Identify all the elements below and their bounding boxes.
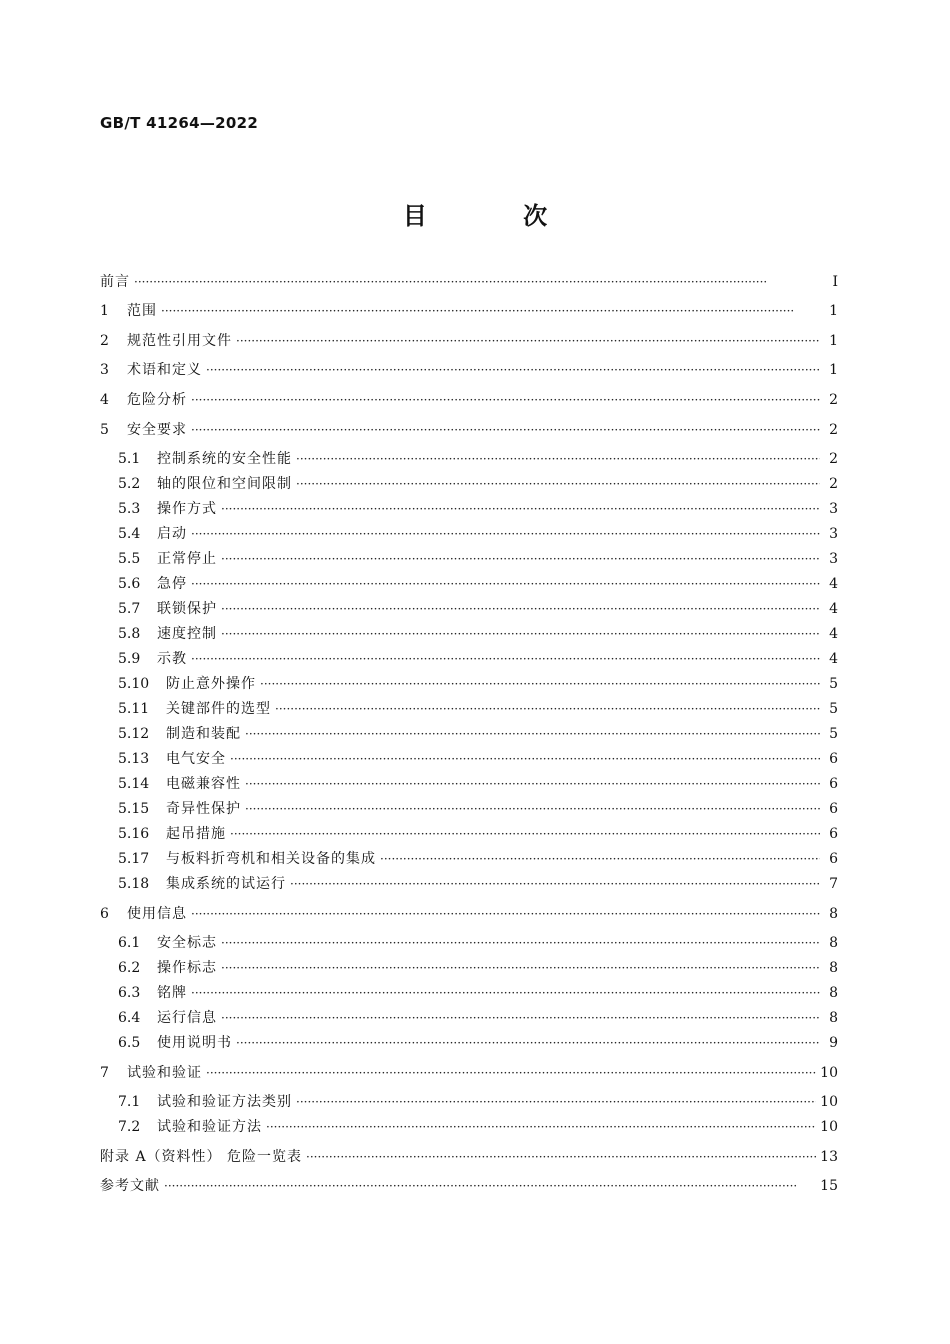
toc-entry-label: 危险分析 [127, 392, 187, 408]
toc-entry[interactable] [118, 874, 838, 894]
toc-entry-label: 示教 [157, 651, 187, 667]
toc-entry[interactable] [118, 649, 838, 669]
toc-entry-label: 前言 [100, 274, 130, 290]
toc-entry[interactable] [118, 958, 838, 978]
toc-entry-label: 试验和验证方法 [157, 1119, 262, 1135]
toc-entry-page: 6 [829, 801, 838, 817]
toc-entry-page: 2 [829, 422, 838, 438]
dot-leader [191, 524, 820, 544]
toc-entry-number: 1 [100, 303, 109, 319]
toc-entry-number: 6.2 [118, 960, 141, 976]
toc-entry-label: 电气安全 [166, 751, 226, 767]
dot-leader [221, 958, 820, 978]
dot-leader [191, 420, 820, 440]
toc-entry-label: 起吊措施 [166, 826, 226, 842]
toc-entry[interactable] [100, 1063, 838, 1083]
toc-entry-number: 3 [100, 362, 109, 378]
toc-entry-label: 安全要求 [127, 422, 187, 438]
toc-entry-number: 5.14 [118, 776, 150, 792]
toc-entry-number: 5.2 [118, 476, 141, 492]
toc-entry[interactable] [118, 1117, 838, 1137]
toc-entry[interactable] [118, 1092, 838, 1112]
toc-entry-number: 2 [100, 333, 109, 349]
toc-entry-label: 使用说明书 [157, 1035, 232, 1051]
toc-entry-page: 10 [820, 1094, 838, 1110]
toc-entry-label: 联锁保护 [157, 601, 217, 617]
toc-entry[interactable] [100, 1176, 838, 1196]
dot-leader [230, 824, 820, 844]
dot-leader [296, 449, 820, 469]
toc-entry-label: 启动 [157, 526, 187, 542]
toc-entry-label: 防止意外操作 [166, 676, 256, 692]
dot-leader [236, 1033, 820, 1053]
toc-entry-label: 操作标志 [157, 960, 217, 976]
dot-leader [221, 624, 820, 644]
toc-entry-number: 5.1 [118, 451, 141, 467]
toc-entry[interactable] [118, 599, 838, 619]
toc-entry-label: 试验和验证方法类别 [157, 1094, 292, 1110]
toc-entry-label: 参考文献 [100, 1178, 160, 1194]
dot-leader [380, 849, 820, 869]
toc-entry[interactable] [100, 272, 838, 292]
toc-entry-page: 6 [829, 751, 838, 767]
toc-entry-number: 5.3 [118, 501, 141, 517]
toc-entry-page: 3 [829, 501, 838, 517]
toc-entry[interactable] [118, 574, 838, 594]
toc-entry-label: 急停 [157, 576, 187, 592]
dot-leader [164, 1176, 816, 1196]
toc-entry-label: 正常停止 [157, 551, 217, 567]
toc-entry-number: 6.3 [118, 985, 141, 1001]
toc-entry-page: 5 [829, 676, 838, 692]
toc-entry-page: 1 [829, 362, 838, 378]
dot-leader [206, 360, 820, 380]
toc-title: 目 次 [402, 202, 592, 230]
dot-leader [260, 674, 820, 694]
dot-leader [245, 799, 820, 819]
toc-entry-page: 10 [820, 1065, 838, 1081]
dot-leader [191, 983, 820, 1003]
toc-entry-number: 7.1 [118, 1094, 141, 1110]
toc-entry-page: 6 [829, 851, 838, 867]
toc-entry-page: 2 [829, 476, 838, 492]
standard-code: GB/T 41264—2022 [100, 114, 259, 132]
toc-entry-page: 3 [829, 551, 838, 567]
toc-entry[interactable] [118, 774, 838, 794]
dot-leader [191, 390, 820, 410]
dot-leader [221, 549, 820, 569]
toc-entry-number: 5.13 [118, 751, 150, 767]
dot-leader [161, 301, 820, 321]
toc-entry-page: 2 [829, 392, 838, 408]
toc-entry-label: 制造和装配 [166, 726, 241, 742]
toc-entry[interactable] [118, 849, 838, 869]
dot-leader [206, 1063, 816, 1083]
toc-entry-page: 4 [829, 651, 838, 667]
dot-leader [221, 599, 820, 619]
dot-leader [296, 1092, 816, 1112]
toc-entry-number: 5.9 [118, 651, 141, 667]
toc-entry-page: 9 [829, 1035, 838, 1051]
dot-leader [221, 1008, 820, 1028]
dot-leader [245, 774, 820, 794]
toc-entry[interactable] [118, 1008, 838, 1028]
toc-entry-page: 6 [829, 826, 838, 842]
dot-leader [221, 933, 820, 953]
toc-entry-label: 电磁兼容性 [166, 776, 241, 792]
toc-entry-label: 附录 A（资料性） 危险一览表 [100, 1149, 303, 1165]
toc-entry-number: 5.7 [118, 601, 141, 617]
toc-entry-label: 规范性引用文件 [127, 333, 232, 349]
toc-entry-label: 安全标志 [157, 935, 217, 951]
toc-entry-number: 5 [100, 422, 109, 438]
toc-entry-number: 5.16 [118, 826, 150, 842]
toc-entry-label: 奇异性保护 [166, 801, 241, 817]
toc-entry-label: 试验和验证 [127, 1065, 202, 1081]
toc-entry[interactable] [118, 449, 838, 469]
toc-entry-page: 4 [829, 626, 838, 642]
toc-entry-number: 5.17 [118, 851, 150, 867]
toc-entry[interactable] [118, 549, 838, 569]
toc-entry[interactable] [118, 624, 838, 644]
toc-entry[interactable] [118, 983, 838, 1003]
toc-entry-number: 5.8 [118, 626, 141, 642]
toc-entry-number: 5.10 [118, 676, 150, 692]
toc-entry-number: 6.4 [118, 1010, 141, 1026]
toc-entry-number: 5.15 [118, 801, 150, 817]
toc-entry-page: 15 [820, 1178, 838, 1194]
toc-entry[interactable] [100, 301, 838, 321]
toc-entry-label: 关键部件的选型 [166, 701, 271, 717]
toc-entry-label: 术语和定义 [127, 362, 202, 378]
toc-entry[interactable] [118, 524, 838, 544]
toc-entry[interactable] [100, 420, 838, 440]
toc-entry-page: 4 [829, 601, 838, 617]
dot-leader [221, 499, 820, 519]
dot-leader [296, 474, 820, 494]
toc-entry-page: 1 [829, 303, 838, 319]
toc-entry[interactable] [118, 724, 838, 744]
toc-entry[interactable] [100, 1147, 838, 1167]
toc-entry[interactable] [118, 499, 838, 519]
toc-entry-page: Ⅰ [832, 274, 838, 290]
toc-entry-page: 10 [820, 1119, 838, 1135]
toc-entry[interactable] [118, 933, 838, 953]
toc-entry-number: 7.2 [118, 1119, 141, 1135]
toc-entry-label: 铭牌 [157, 985, 187, 1001]
toc-entry[interactable] [118, 749, 838, 769]
dot-leader [236, 331, 820, 351]
toc-entry-page: 4 [829, 576, 838, 592]
dot-leader [306, 1147, 816, 1167]
toc-entry-page: 5 [829, 701, 838, 717]
toc-entry-number: 5.5 [118, 551, 141, 567]
toc-entry-page: 8 [829, 1010, 838, 1026]
dot-leader [191, 574, 820, 594]
toc-entry-page: 6 [829, 776, 838, 792]
toc-entry[interactable] [118, 674, 838, 694]
toc-entry-page: 8 [829, 985, 838, 1001]
toc-entry-label: 使用信息 [127, 906, 187, 922]
toc-entry-page: 1 [829, 333, 838, 349]
toc-entry-number: 5.11 [118, 701, 150, 717]
toc-entry[interactable] [118, 1033, 838, 1053]
toc-entry-number: 5.6 [118, 576, 141, 592]
toc-entry-page: 8 [829, 906, 838, 922]
toc-entry-page: 8 [829, 960, 838, 976]
dot-leader [266, 1117, 816, 1137]
toc-entry[interactable] [118, 474, 838, 494]
toc-entry-page: 13 [820, 1149, 838, 1165]
dot-leader [290, 874, 820, 894]
toc-entry-label: 运行信息 [157, 1010, 217, 1026]
toc-entry-label: 轴的限位和空间限制 [157, 476, 292, 492]
toc-entry-number: 6 [100, 906, 109, 922]
dot-leader [245, 724, 820, 744]
dot-leader [191, 649, 820, 669]
toc-entry-number: 4 [100, 392, 109, 408]
dot-leader [134, 272, 820, 292]
toc-entry[interactable] [118, 799, 838, 819]
toc-entry[interactable] [100, 390, 838, 410]
toc-entry[interactable] [100, 904, 838, 924]
dot-leader [191, 904, 820, 924]
toc-entry-page: 7 [829, 876, 838, 892]
dot-leader [275, 699, 820, 719]
dot-leader [230, 749, 820, 769]
toc-entry-number: 7 [100, 1065, 109, 1081]
toc-entry-number: 5.18 [118, 876, 150, 892]
toc-entry-label: 集成系统的试运行 [166, 876, 286, 892]
toc-entry-number: 6.5 [118, 1035, 141, 1051]
toc-entry-label: 操作方式 [157, 501, 217, 517]
toc-entry-label: 范围 [127, 303, 157, 319]
toc-entry-page: 3 [829, 526, 838, 542]
toc-entry-number: 6.1 [118, 935, 141, 951]
toc-entry-page: 8 [829, 935, 838, 951]
toc-entry-label: 与板料折弯机和相关设备的集成 [166, 851, 376, 867]
toc-entry[interactable] [100, 331, 838, 351]
toc-entry-number: 5.4 [118, 526, 141, 542]
toc-entry-label: 控制系统的安全性能 [157, 451, 292, 467]
toc-entry-page: 5 [829, 726, 838, 742]
toc-entry-page: 2 [829, 451, 838, 467]
toc-entry-label: 速度控制 [157, 626, 217, 642]
toc-entry[interactable] [100, 360, 838, 380]
toc-entry[interactable] [118, 824, 838, 844]
toc-entry[interactable] [118, 699, 838, 719]
toc-entry-number: 5.12 [118, 726, 150, 742]
